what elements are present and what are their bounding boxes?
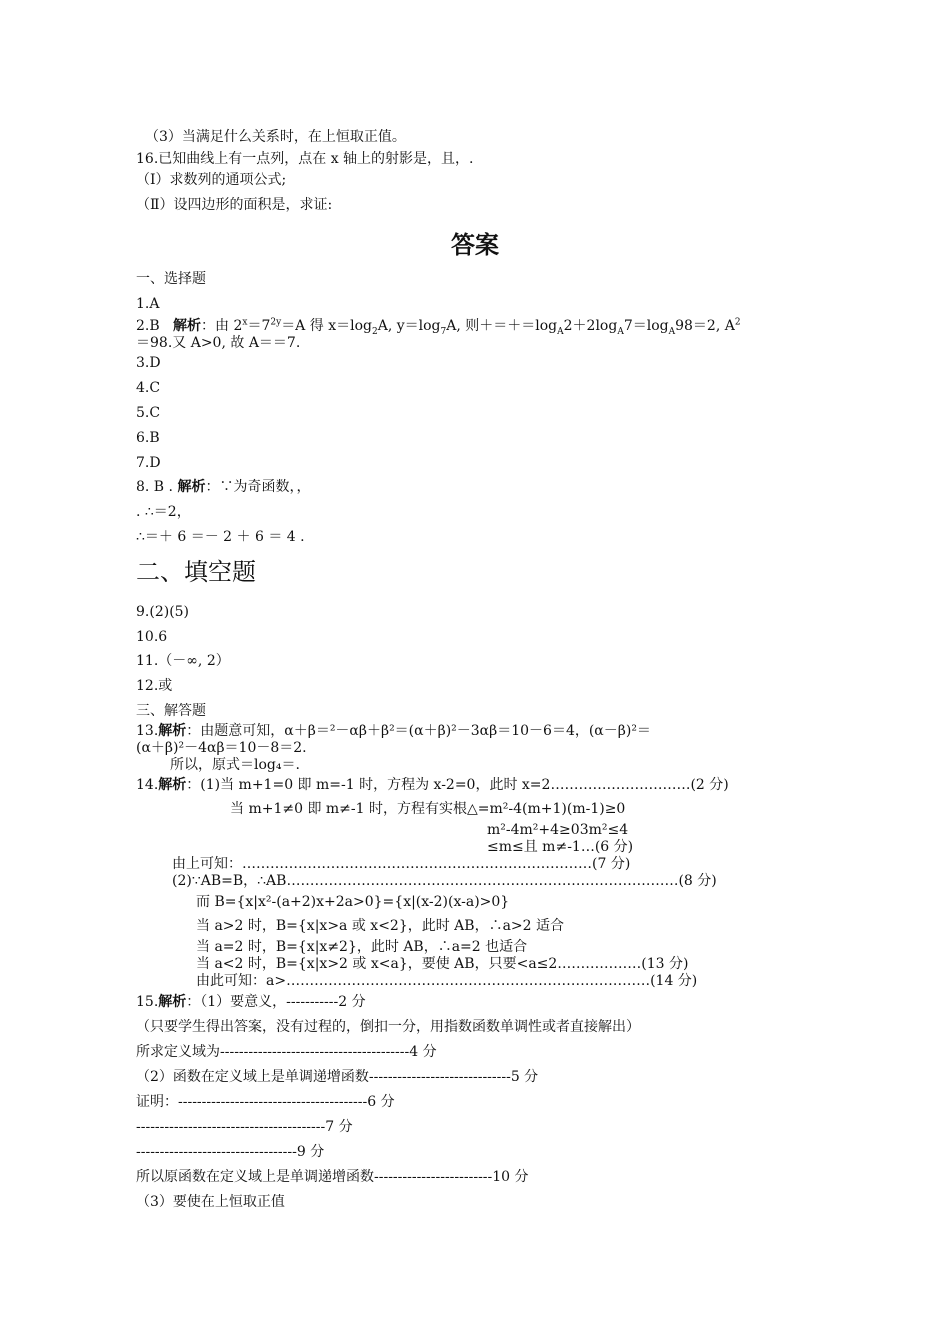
- question-16: 16.已知曲线上有一点列，点在 x 轴上的射影是，且，.: [136, 151, 474, 167]
- answer-8-line-3: ∴＝＋ 6 ＝－ 2 ＋ 6 ＝ 4 .: [136, 529, 305, 545]
- answer-6: 6.B: [136, 430, 160, 446]
- answer-8-choice: 8. B .: [136, 479, 173, 495]
- answer-2-text: A, y＝log: [377, 318, 441, 334]
- answer-14-text: ：(1)当 m+1=0 即 m=-1 时，方程为 x-2=0，此时 x=2…………………………(2 分): [186, 777, 729, 793]
- sup: 2y: [270, 317, 282, 328]
- answer-5: 5.C: [136, 405, 161, 421]
- answer-8-text: ：∵为奇函数，，: [205, 479, 311, 495]
- answer-12: 12.或: [136, 678, 173, 694]
- answer-2-choice: 2.B: [136, 318, 160, 334]
- answer-4: 4.C: [136, 380, 161, 396]
- question-16-part-1: （Ⅰ）求数列的通项公式;: [136, 172, 287, 188]
- answer-14-line-10: 当 a<2 时，B={x|x>2 或 x<a}，要使 AB，只要<a≤2………………(13 分): [196, 956, 689, 972]
- analysis-label: 解析: [158, 777, 187, 793]
- answer-15-line-4: （2）函数在定义域上是单调递增函数------------------------------5 分: [136, 1069, 539, 1085]
- answer-2-text: ：由 2: [201, 318, 243, 334]
- answer-2-line-2: ＝98.又 A>0, 故 A＝＝7.: [136, 335, 301, 351]
- question-16-part-2: （Ⅱ）设四边形的面积是，求证:: [136, 197, 333, 213]
- answer-2-text: 7＝log: [623, 318, 669, 334]
- answer-13-text: ：由题意可知，α＋β＝²－αβ＋β²＝(α＋β)²－3αβ＝10－6＝4，(α－β)²＝: [186, 723, 651, 739]
- answer-1: 1.A: [136, 296, 160, 312]
- answer-14-line-9: 当 a=2 时，B={x|x≠2}，此时 AB，∴a=2 也适合: [196, 939, 528, 955]
- section-fill-heading: 二、填空题: [136, 558, 256, 586]
- answer-14-line-11: 由此可知：a>……………………………………………………………………(14 分): [196, 973, 698, 989]
- answer-15-line-7: ----------------------------------9 分: [136, 1144, 325, 1160]
- answer-15-line-2: （只要学生得出答案，没有过程的，倒扣一分，用指数函数单调性或者直接解出）: [136, 1019, 640, 1035]
- answer-13-line-3: 所以，原式＝log₄＝.: [170, 757, 300, 773]
- answer-14-line-4: ≤m≤且 m≠-1…(6 分): [487, 839, 634, 855]
- section-solution-heading: 三、解答题: [136, 703, 206, 719]
- answer-9: 9.(2)(5): [136, 604, 190, 620]
- answer-2-gap: [160, 318, 173, 334]
- answer-13: [136, 722, 651, 740]
- answer-15-number: 15.: [136, 994, 159, 1010]
- sub: A: [617, 326, 624, 337]
- answer-14-line-8: 当 a>2 时，B={x|x>a 或 x<2}，此时 AB，∴a>2 适合: [196, 918, 565, 934]
- answer-2-text: 2＋2log: [563, 318, 618, 334]
- answer-14-line-3: m²-4m²+4≥03m²≤4: [487, 822, 629, 838]
- analysis-label: 解析: [158, 723, 187, 739]
- answer-8: [136, 478, 310, 496]
- sub: A: [668, 326, 676, 337]
- answer-2-text: ＝7: [247, 318, 271, 334]
- sup: x: [242, 317, 248, 328]
- answer-14-line-6: (2)∵AB=B，∴AB…………………………………………………………………………(8 分): [172, 873, 717, 889]
- answer-2-text: 98＝2, A: [675, 318, 735, 334]
- answer-13-line-2: (α＋β)²－4αβ＝10－8＝2.: [136, 740, 307, 756]
- answer-7: 7.D: [136, 455, 161, 471]
- answer-14-line-5: 由上可知：…………………………………………………………………(7 分): [172, 856, 631, 872]
- sup: 2: [734, 317, 741, 328]
- sub: A: [557, 326, 564, 337]
- answer-2: [136, 317, 741, 335]
- answer-15-line-3: 所求定义域为----------------------------------------4 分: [136, 1044, 437, 1060]
- answer-15-line-8: 所以原函数在定义域上是单调递增函数-------------------------10 分: [136, 1169, 529, 1185]
- section-choice-heading: 一、选择题: [136, 271, 206, 287]
- answer-2-text: A, 则＋＝＋＝log: [446, 318, 558, 334]
- answer-14-number: 14.: [136, 777, 159, 793]
- question-15-part-3: （3）当满足什么关系时，在上恒取正值。: [145, 129, 406, 145]
- analysis-label: 解析: [177, 479, 206, 495]
- answer-3: 3.D: [136, 355, 161, 371]
- sub: 7: [440, 326, 447, 337]
- answer-15-line-9: （3）要使在上恒取正值: [136, 1194, 285, 1210]
- answer-11: 11.（－∞, 2）: [136, 653, 230, 669]
- sub: 2: [371, 326, 378, 337]
- analysis-label: 解析: [158, 994, 187, 1010]
- answer-15-line-5: 证明：----------------------------------------6 分: [136, 1094, 395, 1110]
- answer-14-line-7: 而 B={x|x²-(a+2)x+2a>0}={x|(x-2)(x-a)>0}: [196, 894, 510, 910]
- answer-2-text: ＝A 得 x＝log: [281, 318, 372, 334]
- answer-title: 答案: [451, 231, 499, 259]
- answer-13-number: 13.: [136, 723, 159, 739]
- answer-15-line-6: ----------------------------------------7 分: [136, 1119, 353, 1135]
- answer-10: 10.6: [136, 629, 168, 645]
- answer-14-line-2: 当 m+1≠0 即 m≠-1 时，方程有实根△=m²-4(m+1)(m-1)≥0: [230, 801, 626, 817]
- answer-14: [136, 776, 729, 794]
- analysis-label: 解析: [173, 318, 202, 334]
- answer-15-text: ：（1）要意义，-----------2 分: [186, 994, 366, 1010]
- answer-15: [136, 993, 366, 1011]
- answer-8-line-2: . ∴＝2，: [136, 504, 191, 520]
